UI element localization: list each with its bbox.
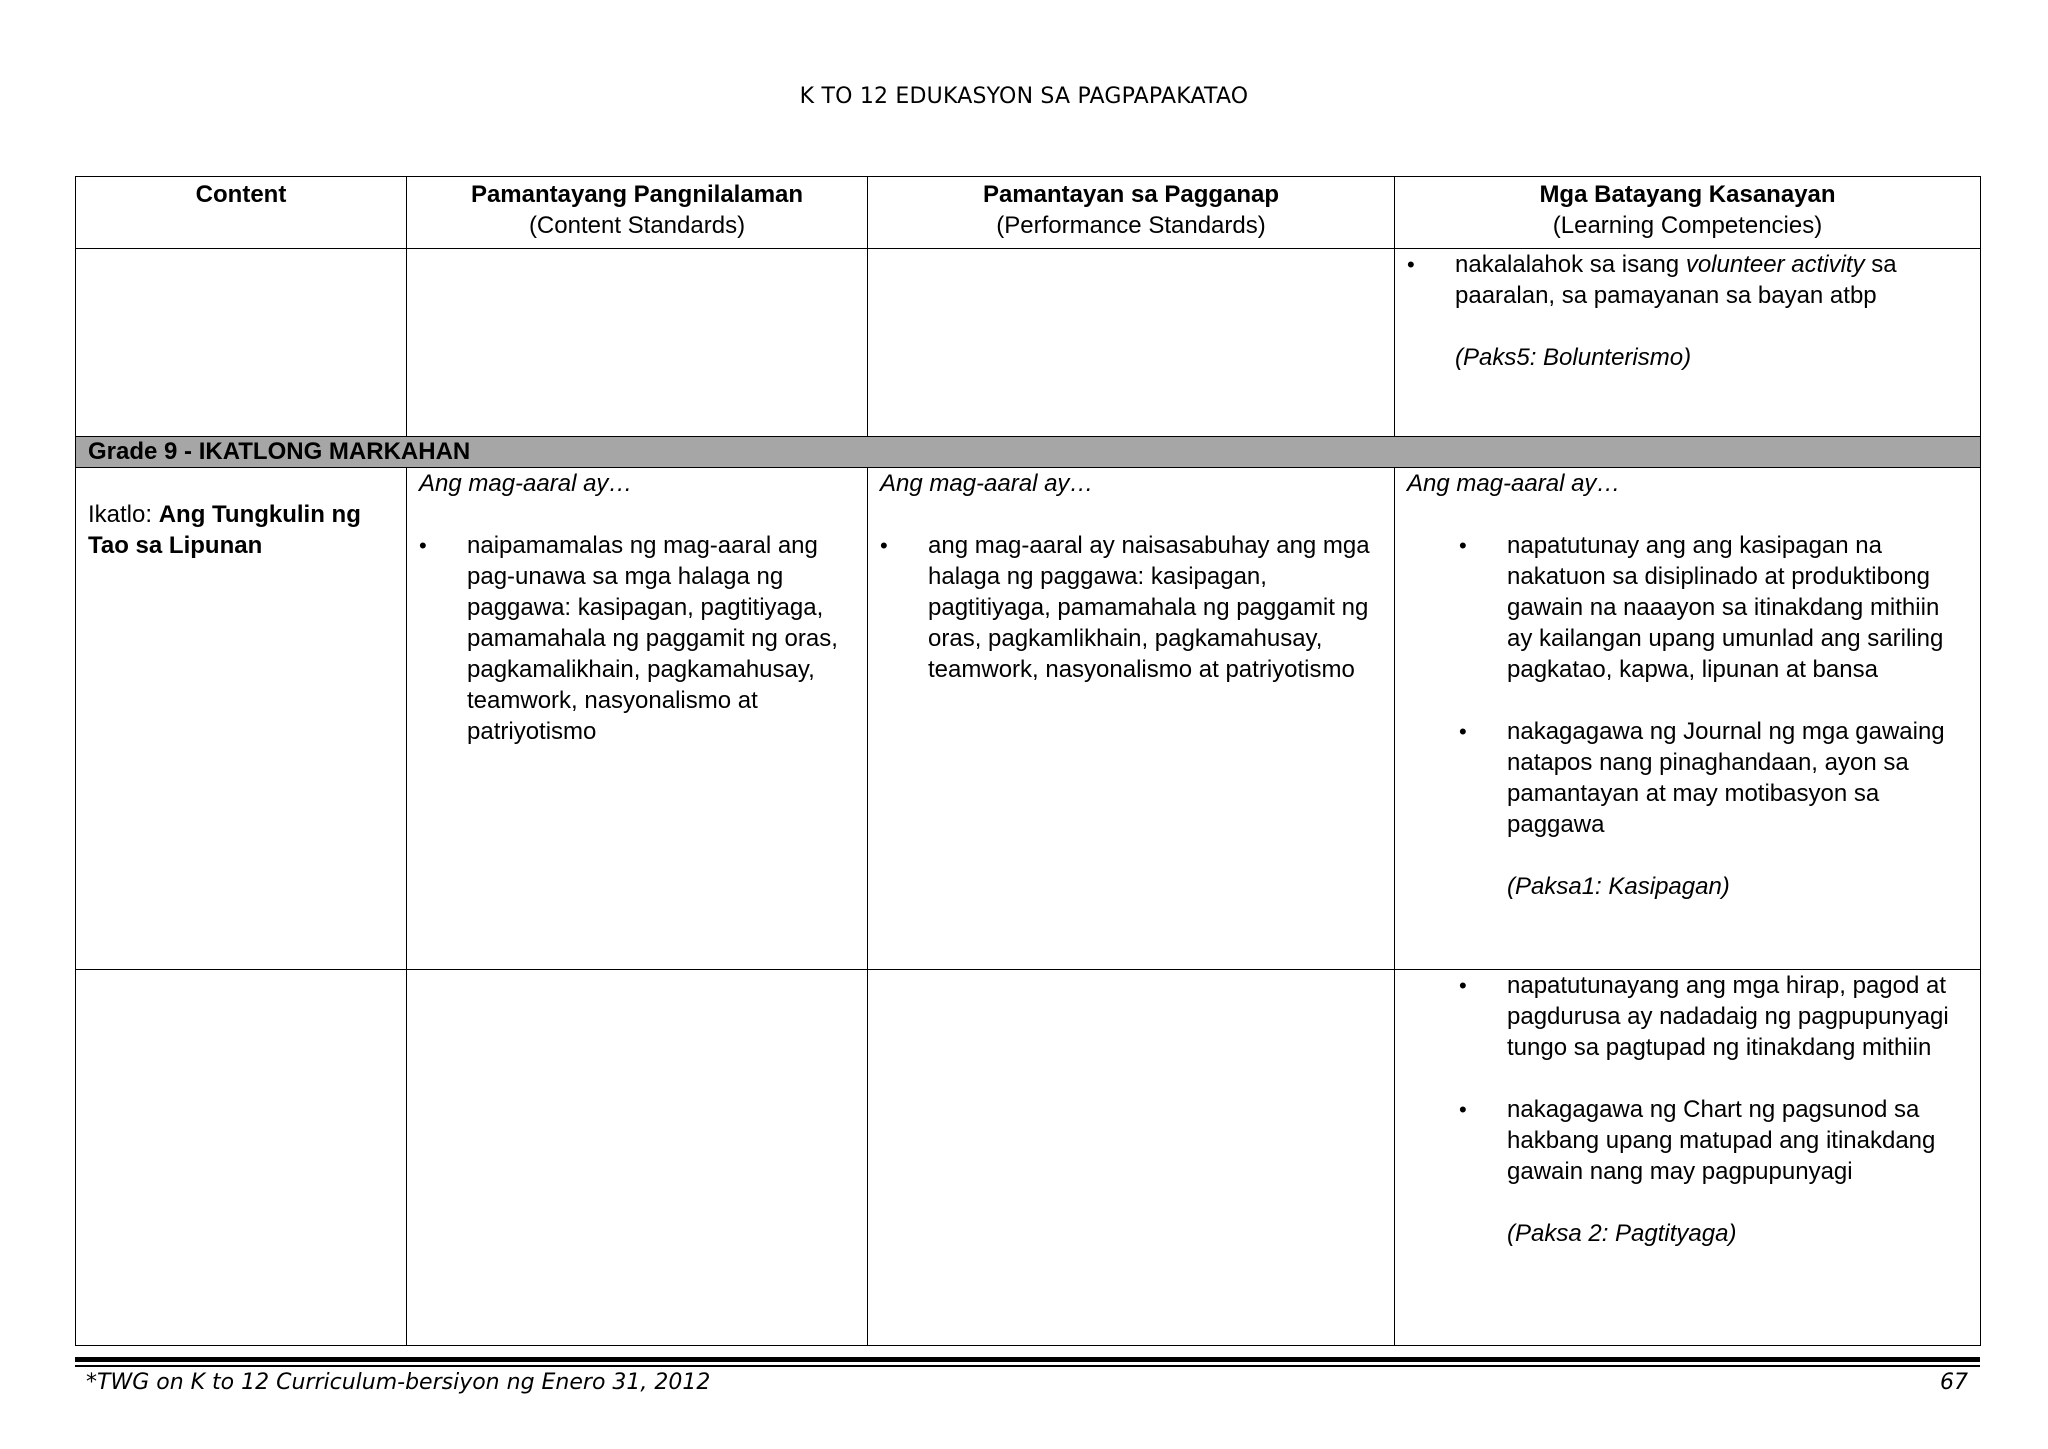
performance-standards-cell — [868, 249, 1395, 437]
competency-list — [1407, 530, 1968, 840]
bullet-icon: • — [1407, 252, 1415, 277]
table-row — [76, 468, 1981, 970]
intro-text: Ang mag-aaral ay… — [1407, 470, 1621, 497]
bullet-icon: • — [419, 533, 427, 558]
competency-text: nakagagawa ng Journal ng mga gawaing natapos nang pinaghandaan, ayon sa pamantayan at may motibasyon sa paggawa — [1507, 718, 1945, 838]
bullet-icon: • — [1459, 719, 1467, 744]
competency-text: nakagagawa ng Chart ng pagsunod sa hakbang upang matupad ang itinakdang gawain nang may pagpupunyagi — [1507, 1096, 1936, 1185]
content-standards-cell — [407, 249, 868, 437]
topic-reference: (Paks5: Bolunterismo) — [1455, 344, 1692, 371]
content-standards-cell — [407, 970, 868, 1346]
column-subtitle: (Learning Competencies) — [1552, 212, 1823, 239]
learning-competencies-cell — [1395, 249, 1981, 437]
footer-note: *TWG on K to 12 Curriculum-bersiyon ng Enero 31, 2012 — [86, 1370, 711, 1395]
bullet-icon: • — [1459, 973, 1467, 998]
performance-standards-cell — [868, 970, 1395, 1346]
footer-divider-thick — [75, 1357, 1980, 1362]
topic-reference: (Paksa1: Kasipagan) — [1507, 873, 1730, 900]
performance-standards-cell — [868, 468, 1395, 970]
competency-item — [1459, 970, 1968, 1063]
column-header-content-standards — [407, 177, 868, 249]
column-subtitle: (Content Standards) — [528, 212, 746, 239]
topic-reference: (Paksa 2: Pagtityaga) — [1507, 1220, 1737, 1247]
page-number: 67 — [1940, 1370, 1968, 1395]
intro-text: Ang mag-aaral ay… — [880, 470, 1094, 497]
learning-competencies-cell — [1395, 970, 1981, 1346]
content-prefix: Ikatlo: — [88, 501, 159, 528]
competency-item — [1407, 249, 1968, 311]
competency-text: napatutunay ang ang kasipagan na nakatuon sa disiplinado at produktibong gawain na naaayon sa itinakdang mithiin ay kailangan upang umunlad ang sariling pagkatao, kapwa, lipunan at bansa — [1507, 532, 1944, 683]
bullet-icon: • — [1459, 1097, 1467, 1122]
grade-section-heading: Grade 9 - IKATLONG MARKAHAN — [76, 437, 1981, 468]
content-cell — [76, 249, 407, 437]
standard-item — [419, 530, 855, 747]
curriculum-table — [75, 176, 1981, 1346]
competency-list — [1407, 970, 1968, 1187]
competency-text-italic: volunteer activity — [1685, 251, 1865, 278]
content-cell — [76, 970, 407, 1346]
content-cell — [76, 468, 407, 970]
standard-text: ang mag-aaral ay naisasabuhay ang mga halaga ng paggawa: kasipagan, pagtitiyaga, pamamahala ng paggamit ng oras, pagkamlikhain, pagkamahusay, teamwork, nasyonalismo at patriyotismo — [928, 532, 1370, 683]
column-title: Mga Batayang Kasanayan — [1539, 181, 1836, 208]
column-header-content — [76, 177, 407, 249]
table-row — [76, 970, 1981, 1346]
table-header-row — [76, 177, 1981, 249]
page-header-title: K TO 12 EDUKASYON SA PAGPAPAKATAO — [799, 84, 1249, 109]
table-row — [76, 249, 1981, 437]
learning-competencies-cell — [1395, 468, 1981, 970]
competency-item — [1459, 716, 1968, 840]
column-header-learning-competencies — [1395, 177, 1981, 249]
column-title: Pamantayang Pangnilalaman — [470, 181, 804, 208]
grade-section-row — [76, 437, 1981, 468]
competency-text: nakalalahok sa isang — [1455, 251, 1686, 278]
bullet-icon: • — [1459, 533, 1467, 558]
content-title: Ang Tungkulin ng Tao sa Lipunan — [88, 501, 361, 559]
standards-list — [880, 530, 1382, 685]
bullet-icon: • — [880, 533, 888, 558]
column-title: Pamantayan sa Pagganap — [982, 181, 1280, 208]
intro-text: Ang mag-aaral ay… — [419, 470, 633, 497]
column-header-performance-standards — [868, 177, 1395, 249]
column-title: Content — [195, 181, 287, 208]
column-subtitle: (Performance Standards) — [996, 212, 1266, 239]
standard-item — [880, 530, 1382, 685]
competency-item — [1459, 1094, 1968, 1187]
competency-text: napatutunayang ang mga hirap, pagod at pagdurusa ay nadadaig ng pagpupunyagi tungo sa pagtupad ng itinakdang mithiin — [1507, 972, 1949, 1061]
standards-list — [419, 530, 855, 747]
competency-list — [1407, 249, 1968, 311]
competency-text: sa paaralan, sa pamayanan sa bayan atbp — [1455, 251, 1897, 309]
content-standards-cell — [407, 468, 868, 970]
standard-text: naipamamalas ng mag-aaral ang pag-unawa sa mga halaga ng paggawa: kasipagan, pagtitiyaga, pamamahala ng paggamit ng oras, pagkamalikhain, pagkamahusay, teamwork, nasyonalismo at patriyotismo — [467, 532, 838, 745]
footer-divider-thin — [75, 1365, 1980, 1367]
competency-item — [1459, 530, 1968, 685]
